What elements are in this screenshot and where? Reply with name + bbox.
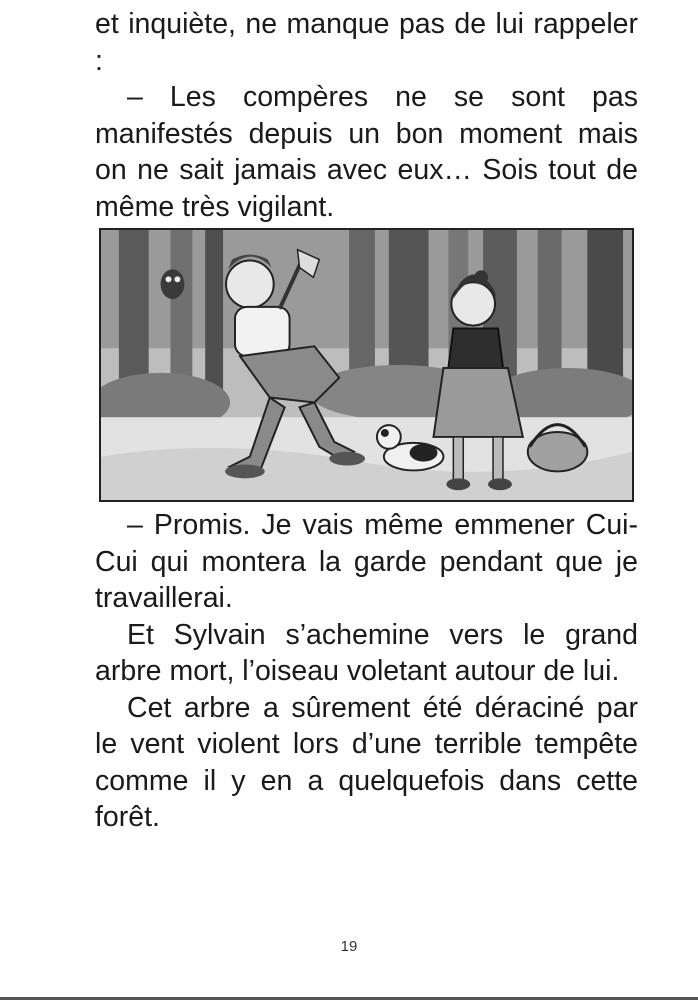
paragraph-dialogue-promise: – Promis. Je vais même emmener Cui-Cui qui montera la garde pendant que je travaillerai. (95, 509, 638, 614)
top-text-block (95, 6, 638, 225)
paragraph-continuation: et inquiète, ne manque pas de lui rappeler : (95, 8, 638, 77)
forest-scene-image (101, 230, 632, 500)
paragraph-narration-2: Cet arbre a sûrement été déraciné par le vent violent lors d’une terrible tempête comme il y en a quelquefois dans cette forêt. (95, 691, 638, 833)
page-number: 19 (340, 938, 358, 955)
bottom-text-block (95, 507, 638, 836)
paragraph-narration-1: Et Sylvain s’achemine vers le grand arbre mort, l’oiseau voletant autour de lui. (95, 618, 638, 687)
forest-illustration (99, 228, 634, 502)
paragraph-dialogue-warning: – Les compères ne se sont pas manifestés depuis un bon moment mais on ne sait jamais avec eux… Sois tout de même très vigilant. (95, 81, 638, 223)
